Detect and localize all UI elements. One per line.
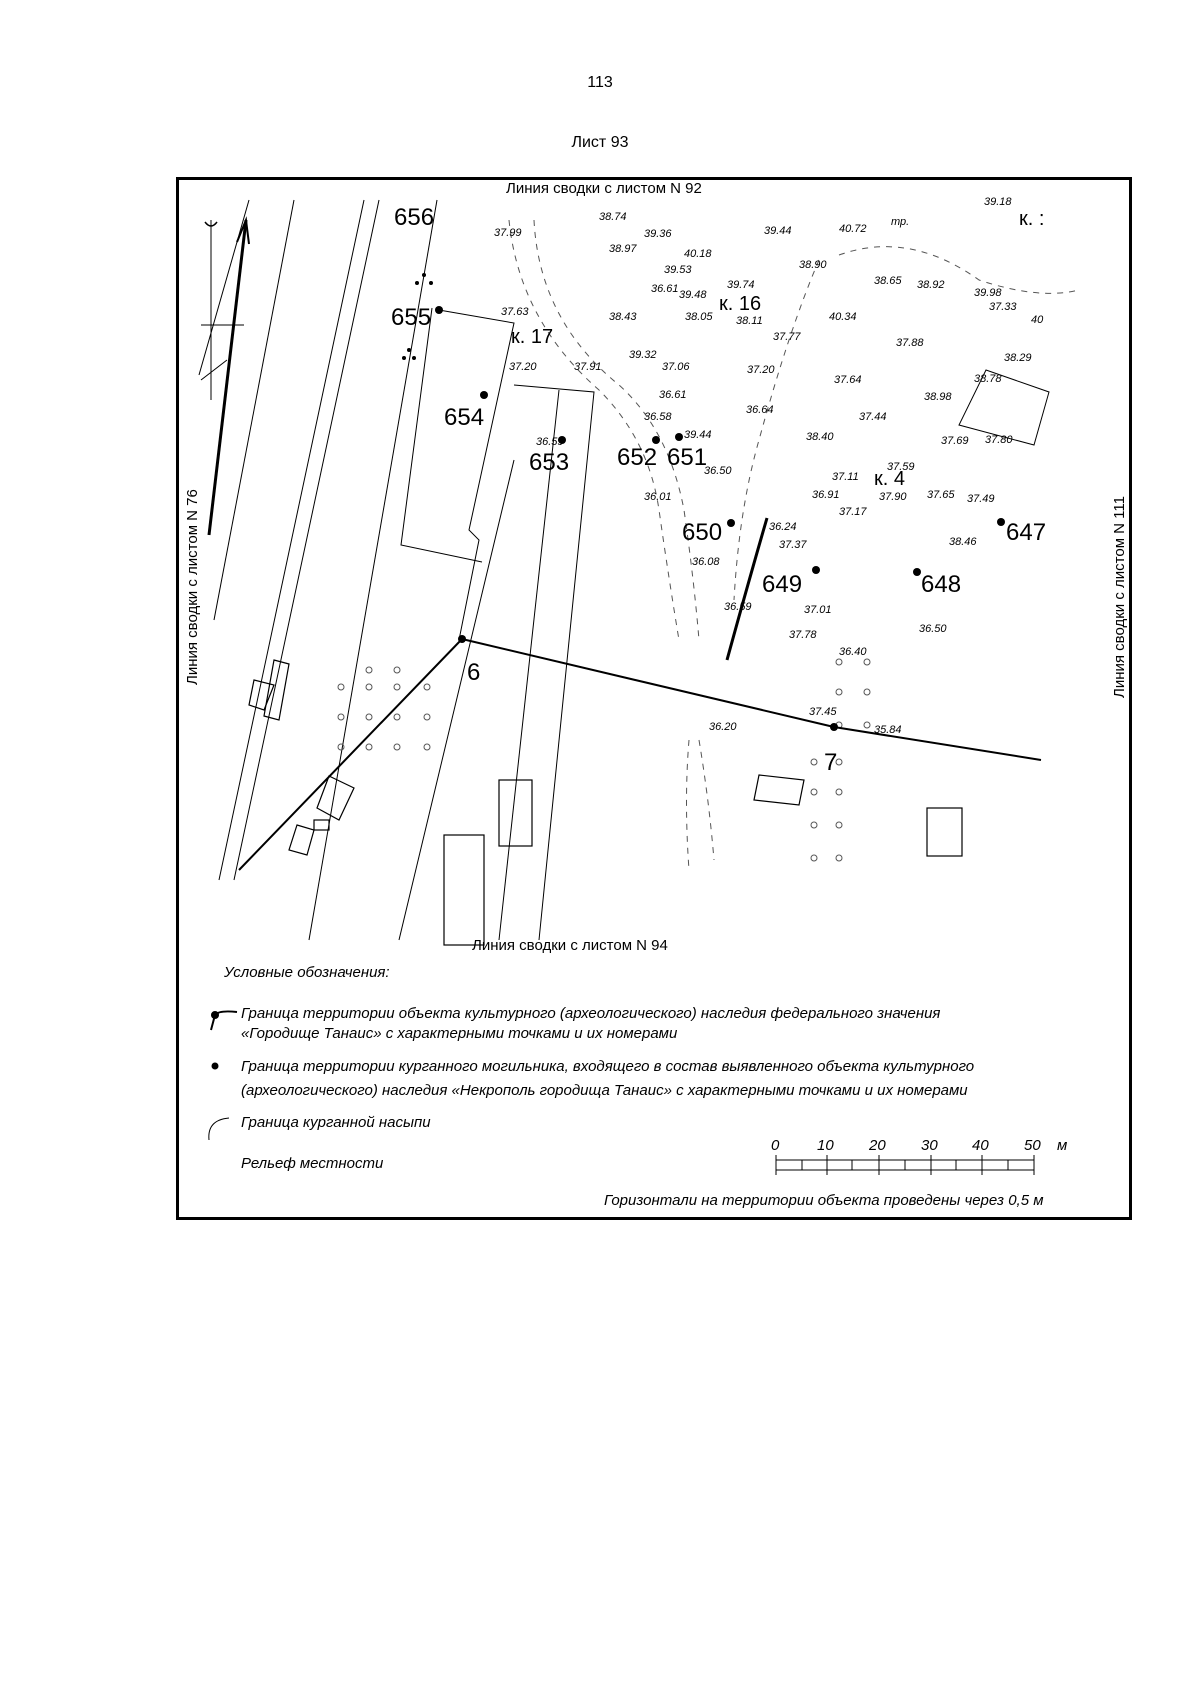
svg-text:36.61: 36.61 (651, 283, 679, 295)
scale-tick-30: 30 (921, 1137, 938, 1154)
svg-text:37.06: 37.06 (662, 361, 690, 373)
svg-text:39.74: 39.74 (727, 279, 755, 291)
sheet-title: Лист 93 (571, 134, 629, 151)
svg-text:39.53: 39.53 (664, 264, 692, 276)
svg-text:39.32: 39.32 (629, 349, 657, 361)
svg-text:35.84: 35.84 (874, 724, 902, 736)
point-label-648: 648 (921, 571, 962, 598)
svg-text:36.59: 36.59 (536, 436, 564, 448)
svg-text:37.01: 37.01 (804, 604, 832, 616)
svg-text:36.20: 36.20 (709, 721, 737, 733)
svg-text:37.99: 37.99 (494, 227, 522, 239)
svg-text:38.78: 38.78 (974, 373, 1002, 385)
svg-text:37.77: 37.77 (773, 331, 801, 343)
svg-text:37.90: 37.90 (879, 491, 907, 503)
road-lines (199, 200, 514, 940)
kurgan-markers (338, 659, 870, 861)
svg-text:38.92: 38.92 (917, 279, 945, 291)
svg-text:37.33: 37.33 (989, 301, 1017, 313)
map-frame (176, 177, 1132, 1220)
svg-text:37.80: 37.80 (985, 434, 1013, 446)
svg-text:36.50: 36.50 (704, 465, 732, 477)
point-label-649: 649 (762, 571, 803, 598)
point-label-655: 655 (391, 304, 432, 331)
svg-text:37.45: 37.45 (809, 706, 837, 718)
svg-text:39.48: 39.48 (679, 289, 707, 301)
scale-tick-20: 20 (869, 1137, 886, 1154)
page-number: 113 (587, 74, 613, 91)
svg-text:36.50: 36.50 (919, 623, 947, 635)
legend-mound: Граница курганной насыпи (241, 1114, 431, 1131)
parcel-outlines (401, 308, 1049, 940)
svg-text:37.11: 37.11 (832, 471, 859, 483)
svg-text:38.98: 38.98 (924, 391, 952, 403)
contour-interval-note: Горизонтали на территории объекта проведены через 0,5 м (604, 1192, 1044, 1209)
elevation-labels (494, 196, 1047, 736)
svg-text:37.64: 37.64 (834, 374, 862, 386)
svg-text:37.63: 37.63 (501, 306, 529, 318)
legend-federal-line1: Граница территории объекта культурного (археологического) наследия федерального значения (241, 1005, 941, 1022)
svg-text:38.90: 38.90 (799, 259, 827, 271)
svg-text:38.74: 38.74 (599, 211, 627, 223)
legend-relief: Рельеф местности (241, 1155, 384, 1172)
svg-text:36.61: 36.61 (659, 389, 687, 401)
kurgan-label-k4: к. 4 (874, 468, 905, 490)
svg-text:39.18: 39.18 (984, 196, 1012, 208)
svg-text:37.20: 37.20 (509, 361, 537, 373)
north-arrow-icon (205, 220, 249, 535)
edge-label-left: Линия сводки с листом N 76 (184, 489, 201, 685)
svg-text:36.91: 36.91 (812, 489, 840, 501)
point-label-6: 6 (467, 659, 481, 686)
svg-text:38.05: 38.05 (685, 311, 713, 323)
svg-text:39.44: 39.44 (764, 225, 792, 237)
svg-text:37.91: 37.91 (574, 361, 602, 373)
point-label-7: 7 (824, 749, 838, 776)
edge-label-top: Линия сводки с листом N 92 (506, 180, 702, 197)
buildings (249, 660, 962, 945)
point-label-654: 654 (444, 404, 485, 431)
legend-title: Условные обозначения: (224, 964, 390, 981)
svg-text:36.01: 36.01 (644, 491, 672, 503)
kurgan-label-k17: к. 17 (511, 326, 554, 348)
svg-text:39.98: 39.98 (974, 287, 1002, 299)
svg-text:37.65: 37.65 (927, 489, 955, 501)
boundary-line-icon (211, 1011, 237, 1030)
scale-tick-10: 10 (817, 1137, 834, 1154)
svg-text:37.78: 37.78 (789, 629, 817, 641)
svg-text:37.17: 37.17 (839, 506, 867, 518)
scale-tick-0: 0 (771, 1137, 780, 1154)
svg-text:37.59: 37.59 (887, 461, 915, 473)
svg-text:37.88: 37.88 (896, 337, 924, 349)
point-label-650: 650 (682, 519, 723, 546)
legend-federal-line2: «Городище Танаис» с характерными точками и их номерами (241, 1025, 678, 1042)
svg-text:37.20: 37.20 (747, 364, 775, 376)
map-annotation-tr: тр. (891, 216, 910, 228)
svg-text:38.46: 38.46 (949, 536, 977, 548)
arc-icon (209, 1118, 229, 1140)
svg-text:37.69: 37.69 (941, 435, 969, 447)
svg-text:36.59: 36.59 (724, 601, 752, 613)
map-canvas (179, 180, 1129, 1217)
svg-text:40.34: 40.34 (829, 311, 857, 323)
svg-text:37.49: 37.49 (967, 493, 995, 505)
point-label-652: 652 (617, 444, 658, 471)
legend-necropolis-line2: (археологического) наследия «Некрополь городища Танаис» с характерными точками и их номерами (241, 1082, 968, 1099)
svg-text:40: 40 (1031, 314, 1044, 326)
point-label-651: 651 (667, 444, 708, 471)
scale-unit: м (1057, 1137, 1068, 1154)
dot-icon (212, 1063, 219, 1070)
svg-text:36.58: 36.58 (644, 411, 672, 423)
scale-tick-50: 50 (1024, 1137, 1041, 1154)
svg-text:38.97: 38.97 (609, 243, 637, 255)
svg-text:39.36: 39.36 (644, 228, 672, 240)
svg-text:37.37: 37.37 (779, 539, 807, 551)
svg-text:38.11: 38.11 (736, 315, 763, 327)
svg-text:40.18: 40.18 (684, 248, 712, 260)
point-label-647: 647 (1006, 519, 1047, 546)
svg-text:40.72: 40.72 (839, 223, 867, 235)
svg-text:36.40: 36.40 (839, 646, 867, 658)
edge-label-bottom: Линия сводки с листом N 94 (472, 937, 668, 954)
legend-necropolis-line1: Граница территории курганного могильника, входящего в состав выявленного объекта культурного (241, 1058, 975, 1075)
svg-text:36.64: 36.64 (746, 404, 774, 416)
kurgan-label-k16: к. 16 (719, 293, 762, 315)
point-label-653: 653 (529, 449, 570, 476)
svg-text:36.24: 36.24 (769, 521, 797, 533)
point-label-656: 656 (394, 204, 435, 231)
svg-text:38.43: 38.43 (609, 311, 637, 323)
kurgan-label-kx: к. : (1019, 208, 1045, 230)
edge-label-right: Линия сводки с листом N 111 (1111, 496, 1128, 698)
svg-text:37.44: 37.44 (859, 411, 887, 423)
svg-text:36.08: 36.08 (692, 556, 720, 568)
svg-text:38.65: 38.65 (874, 275, 902, 287)
scale-bar (776, 1155, 1034, 1175)
scale-tick-40: 40 (972, 1137, 989, 1154)
svg-text:39.44: 39.44 (684, 429, 712, 441)
svg-text:38.40: 38.40 (806, 431, 834, 443)
svg-text:38.29: 38.29 (1004, 352, 1032, 364)
